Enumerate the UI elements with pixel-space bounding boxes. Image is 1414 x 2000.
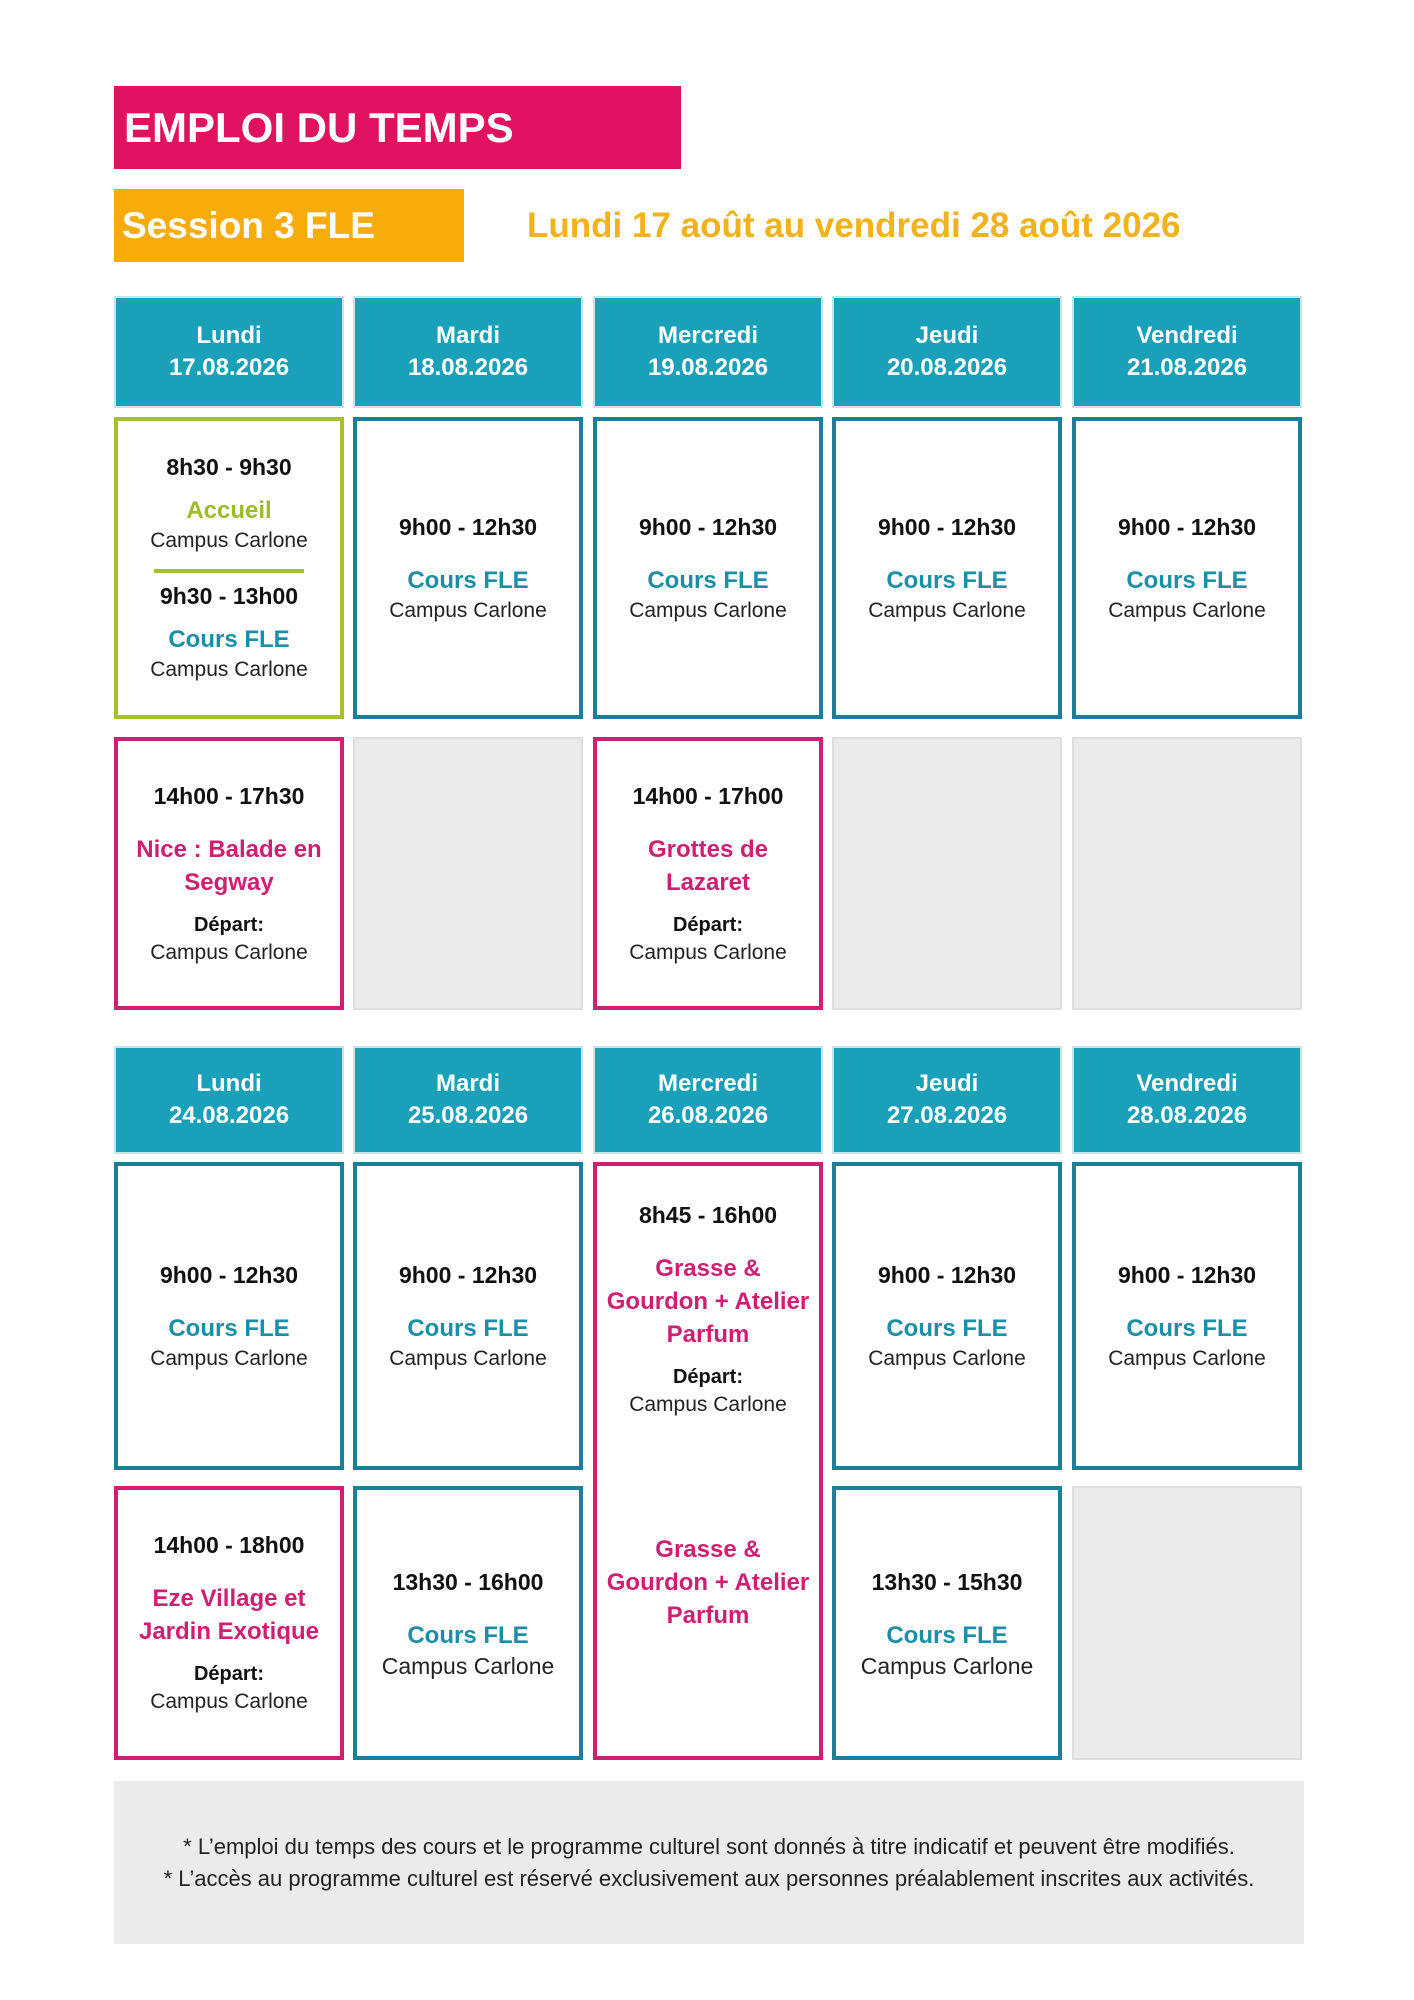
day-date: 24.08.2026 bbox=[168, 1102, 290, 1129]
slot-activity: Cours FLE bbox=[168, 626, 290, 653]
slot-mon-afternoon-w2 bbox=[114, 1486, 344, 1760]
slot-time: 9h00 - 12h30 bbox=[1117, 1261, 1257, 1288]
slot-time: 14h00 - 17h30 bbox=[153, 782, 305, 809]
slot-time: 9h30 - 13h00 bbox=[159, 583, 299, 609]
day-name: Lundi bbox=[196, 1070, 262, 1097]
slot-time: 9h00 - 12h30 bbox=[877, 513, 1017, 540]
day-name: Mercredi bbox=[657, 322, 759, 349]
day-date: 17.08.2026 bbox=[168, 354, 290, 381]
slot-tue-afternoon-w1-empty bbox=[353, 737, 583, 1010]
slot-time: 13h30 - 15h30 bbox=[871, 1568, 1023, 1595]
day-header-tue-w1 bbox=[353, 296, 583, 408]
slot-activity: Cours FLE bbox=[407, 566, 529, 594]
slot-location: Campus Carlone bbox=[860, 1652, 1034, 1679]
slot-wed-morning-w1 bbox=[593, 417, 823, 719]
footnote: * L’emploi du temps des cours et le programme culturel sont donnés à titre indicatif et peuvent être modifiés. bbox=[183, 1833, 1235, 1859]
slot-location: Campus Carlone bbox=[629, 940, 787, 964]
day-name: Jeudi bbox=[915, 1070, 979, 1097]
day-header-wed-w2 bbox=[593, 1046, 823, 1154]
slot-location: Campus Carlone bbox=[868, 598, 1026, 622]
slot-activity: Eze Village et bbox=[152, 1585, 306, 1612]
slot-time: 8h30 - 9h30 bbox=[166, 454, 292, 480]
day-header-wed-w1 bbox=[593, 296, 823, 408]
slot-location: Campus Carlone bbox=[1108, 598, 1266, 622]
slot-activity: Gourdon + Atelier bbox=[606, 1569, 810, 1596]
day-header-mon-w1 bbox=[114, 296, 344, 408]
day-date: 19.08.2026 bbox=[647, 354, 769, 381]
day-header-thu-w2 bbox=[832, 1046, 1062, 1154]
slot-location: Campus Carlone bbox=[1108, 1346, 1266, 1370]
slot-tue-afternoon-w2 bbox=[353, 1486, 583, 1760]
session-label: Session 3 FLE bbox=[114, 189, 464, 262]
slot-activity: Accueil bbox=[186, 497, 272, 524]
slot-mon-morning-w1 bbox=[114, 417, 344, 719]
day-name: Mercredi bbox=[657, 1070, 759, 1097]
slot-fri-morning-w2 bbox=[1072, 1162, 1302, 1470]
slot-location: Campus Carlone bbox=[150, 529, 308, 552]
slot-activity: Jardin Exotique bbox=[138, 1618, 320, 1645]
slot-activity: Cours FLE bbox=[886, 566, 1008, 594]
slot-activity: Cours FLE bbox=[886, 1314, 1008, 1342]
slot-location: Campus Carlone bbox=[389, 598, 547, 622]
slot-location: Campus Carlone bbox=[150, 658, 308, 681]
slot-time: 13h30 - 16h00 bbox=[392, 1568, 544, 1595]
slot-mon-morning-w2 bbox=[114, 1162, 344, 1470]
footnote: * L’accès au programme culturel est réservé exclusivement aux personnes préalablement inscrites aux activités. bbox=[163, 1865, 1255, 1891]
slot-time: 9h00 - 12h30 bbox=[159, 1261, 299, 1288]
day-header-mon-w2 bbox=[114, 1046, 344, 1154]
slot-wed-afternoon-w1 bbox=[593, 737, 823, 1010]
day-header-tue-w2 bbox=[353, 1046, 583, 1154]
slot-departure: Départ: bbox=[193, 1663, 264, 1685]
slot-time: 9h00 - 12h30 bbox=[398, 1261, 538, 1288]
slot-activity: Gourdon + Atelier bbox=[606, 1288, 810, 1315]
slot-activity: Grasse & bbox=[655, 1536, 761, 1563]
slot-location: Campus Carlone bbox=[150, 1690, 308, 1713]
slot-time: 14h00 - 17h00 bbox=[632, 782, 784, 809]
slot-activity: Cours FLE bbox=[407, 1314, 529, 1342]
slot-time: 8h45 - 16h00 bbox=[638, 1202, 778, 1228]
slot-tue-morning-w2 bbox=[353, 1162, 583, 1470]
day-name: Lundi bbox=[196, 322, 262, 349]
slot-mon-afternoon-w1 bbox=[114, 737, 344, 1010]
day-date: 26.08.2026 bbox=[647, 1102, 769, 1129]
slot-location: Campus Carlone bbox=[150, 1346, 308, 1370]
wed-bottom-border bbox=[593, 1756, 823, 1760]
slot-time: 14h00 - 18h00 bbox=[153, 1532, 305, 1558]
slot-time: 9h00 - 12h30 bbox=[1117, 513, 1257, 540]
separator bbox=[154, 569, 304, 573]
slot-activity: Grottes de bbox=[647, 835, 769, 863]
day-date: 25.08.2026 bbox=[407, 1102, 529, 1129]
day-name: Jeudi bbox=[915, 322, 979, 349]
slot-activity: Segway bbox=[184, 868, 274, 896]
slot-departure: Départ: bbox=[193, 913, 264, 936]
slot-thu-morning-w2 bbox=[832, 1162, 1062, 1470]
slot-activity: Nice : Balade en bbox=[136, 835, 322, 863]
slot-location: Campus Carlone bbox=[150, 940, 308, 964]
slot-wed-fullday-w2 bbox=[593, 1162, 823, 1760]
day-name: Vendredi bbox=[1136, 322, 1238, 349]
slot-activity: Cours FLE bbox=[1126, 566, 1248, 594]
slot-activity: Lazaret bbox=[665, 868, 751, 896]
day-header-thu-w1 bbox=[832, 296, 1062, 408]
slot-activity: Parfum bbox=[666, 1321, 750, 1348]
slot-location: Campus Carlone bbox=[868, 1346, 1026, 1370]
slot-activity: Grasse & bbox=[655, 1255, 761, 1282]
day-date: 21.08.2026 bbox=[1126, 354, 1248, 381]
day-name: Vendredi bbox=[1136, 1070, 1238, 1097]
slot-thu-morning-w1 bbox=[832, 417, 1062, 719]
slot-location: Campus Carlone bbox=[629, 598, 787, 622]
slot-time: 9h00 - 12h30 bbox=[877, 1261, 1017, 1288]
slot-thu-afternoon-w1-empty bbox=[832, 737, 1062, 1010]
day-name: Mardi bbox=[435, 1070, 500, 1097]
slot-fri-morning-w1 bbox=[1072, 417, 1302, 719]
slot-location: Campus Carlone bbox=[629, 1393, 787, 1416]
day-date: 27.08.2026 bbox=[886, 1102, 1008, 1129]
slot-thu-afternoon-w2 bbox=[832, 1486, 1062, 1760]
day-header-fri-w1 bbox=[1072, 296, 1302, 408]
day-date: 18.08.2026 bbox=[407, 354, 529, 381]
slot-activity: Cours FLE bbox=[886, 1621, 1008, 1649]
session-period: Lundi 17 août au vendredi 28 août 2026 bbox=[527, 206, 1181, 245]
slot-activity: Cours FLE bbox=[407, 1621, 529, 1649]
slot-departure: Départ: bbox=[672, 1366, 743, 1388]
day-date: 20.08.2026 bbox=[886, 354, 1008, 381]
slot-activity: Cours FLE bbox=[1126, 1314, 1248, 1342]
slot-activity: Cours FLE bbox=[168, 1314, 290, 1342]
day-name: Mardi bbox=[435, 322, 500, 349]
slot-fri-afternoon-w2-empty bbox=[1072, 1486, 1302, 1760]
day-header-fri-w2 bbox=[1072, 1046, 1302, 1154]
footnotes bbox=[114, 1781, 1304, 1944]
slot-tue-morning-w1 bbox=[353, 417, 583, 719]
slot-location: Campus Carlone bbox=[389, 1346, 547, 1370]
slot-activity: Cours FLE bbox=[647, 566, 769, 594]
slot-time: 9h00 - 12h30 bbox=[398, 513, 538, 540]
slot-activity: Parfum bbox=[666, 1602, 750, 1629]
day-date: 28.08.2026 bbox=[1126, 1102, 1248, 1129]
slot-location: Campus Carlone bbox=[381, 1652, 555, 1679]
slot-time: 9h00 - 12h30 bbox=[638, 513, 778, 540]
slot-fri-afternoon-w1-empty bbox=[1072, 737, 1302, 1010]
slot-departure: Départ: bbox=[672, 913, 743, 936]
page-title: EMPLOI DU TEMPS bbox=[114, 86, 681, 169]
